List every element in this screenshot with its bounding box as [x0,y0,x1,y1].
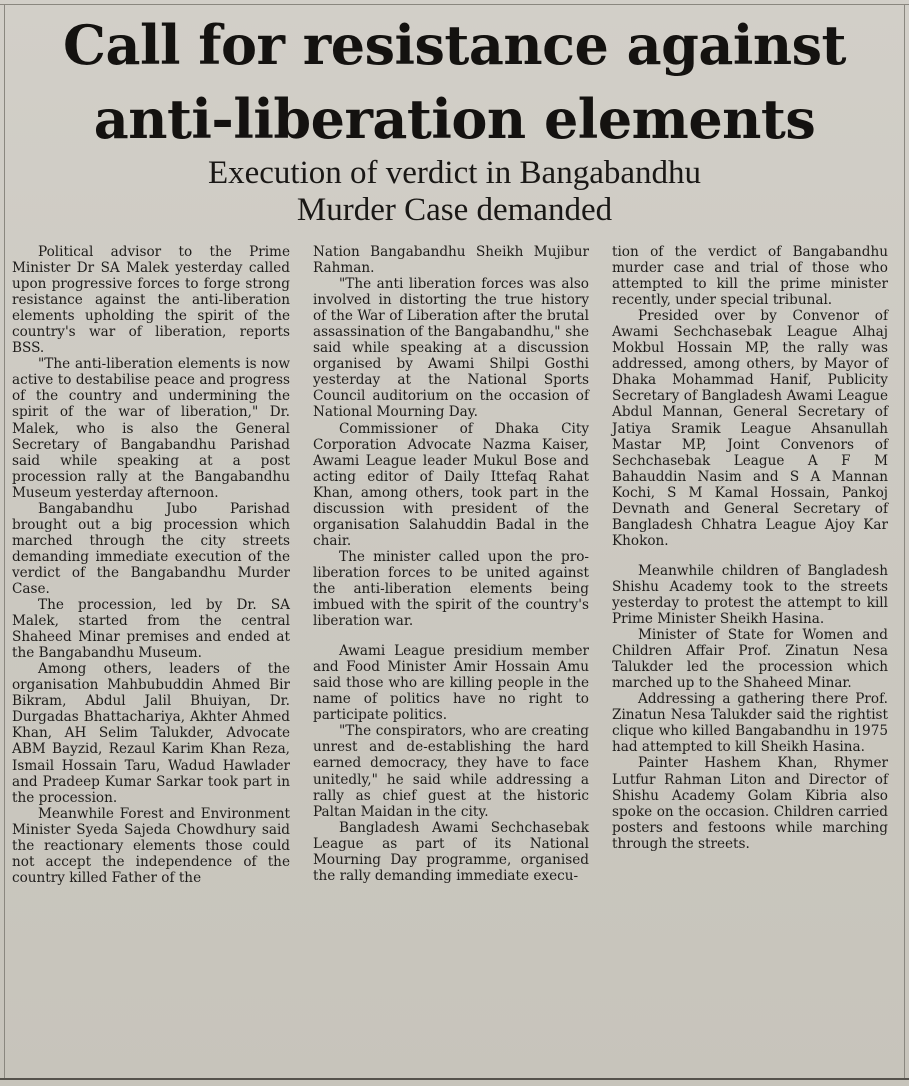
paragraph: "The conspirators, who are creating unrest and de-establishing the hard earned democracy, they have to face unitedly," he said while addressing a rally as chief guest at the historic Paltan Maidan in the city. [313,723,589,820]
paragraph: tion of the verdict of Bangabandhu murder case and trial of those who attempted to kill the prime minister recently, under special tribunal. [612,244,888,309]
paragraph: Bangladesh Awami Sechchasebak League as part of its National Mourning Day programme, organised the rally demanding immediate execu- [313,819,589,884]
headline-line-2: anti-liberation elements [93,87,816,151]
article-column-1 [12,244,290,886]
paragraph: The minister called upon the pro-liberation forces to be united against the anti-liberation elements being imbued with the spirit of the country's liberation war. [313,548,589,630]
paragraph: Painter Hashem Khan, Rhymer Lutfur Rahman Liton and Director of Shishu Academy Golam Kibria also spoke on the occasion. Children carried posters and festoons while marching through the streets. [612,755,888,852]
paragraph: Addressing a gathering there Prof. Zinatun Nesa Talukder said the rightist clique who killed Bangabandhu in 1975 had attempted to kill Sheikh Hasina. [612,691,888,756]
headline-line-1: Call for resistance against [63,13,846,77]
bottom-border-rule [0,1078,909,1080]
paragraph: Nation Bangabandhu Sheikh Mujibur Rahman. [313,244,589,277]
article-column-3 [612,244,888,852]
paragraph: Commissioner of Dhaka City Corporation Advocate Nazma Kaiser, Awami League leader Mukul Bose and acting editor of Daily Ittefaq Rahat Khan, among others, took part in the discussion with president of the organisation Salahuddin Badal in the chair. [313,420,589,549]
paragraph: Political advisor to the Prime Minister Dr SA Malek yesterday called upon progressive forces to forge strong resistance against the anti-liberation elements upholding the spirit of the country's war of liberation, reports BSS. [12,244,290,357]
paragraph: Bangabandhu Jubo Parishad brought out a big procession which marched through the city streets demanding immediate execution of the verdict of the Bangabandhu Murder Case. [12,500,290,597]
paragraph: "The anti liberation forces was also involved in distorting the true history of the War of Liberation after the brutal assassination of the Bangabandhu," she said while speaking at a discussion organised by Awami Shilpi Gosthi yesterday at the National Sports Council auditorium on the occasion of National Mourning Day. [313,276,589,421]
paragraph: Meanwhile Forest and Environment Minister Syeda Sajeda Chowdhury said the reactionary elements those could not accept the independence of the country killed Father of the [12,805,290,886]
subheadline-line-2: Murder Case demanded [296,192,613,228]
article-column-2 [313,244,589,884]
paragraph: Presided over by Convenor of Awami Sechchasebak League Alhaj Mokbul Hossain MP, the rally was addressed, among others, by Mayor of Dhaka Mohammad Hanif, Publicity Secretary of Bangladesh Awami League Abdul Mannan, General Secretary of Jatiya Sramik League Ahsanullah Mastar MP, Joint Convenors of Sechchasebak League A F M Bahauddin Nasim and S A Mannan Kochi, S M Kamal Hossain, Pankoj Devnath and General Secretary of Bangladesh Chhatra League Ajoy Kar Khokon. [612,308,888,549]
paragraph: Among others, leaders of the organisation Mahbubuddin Ahmed Bir Bikram, Abdul Jalil Bhuiyan, Dr. Durgadas Bhattachariya, Akhter Ahmed Khan, AH Selim Talukder, Advocate ABM Bayzid, Rezaul Karim Khan Reza, Ismail Hossain Taru, Wadud Hawlader and Pradeep Kumar Sarkar took part in the procession. [12,661,290,806]
top-border-rule [0,4,909,5]
paragraph: Awami League presidium member and Food Minister Amir Hossain Amu said those who are killing people in the name of politics have no right to participate politics. [313,643,589,724]
subheadline-line-1: Execution of verdict in Bangabandhu [207,155,702,191]
paragraph: Meanwhile children of Bangladesh Shishu Academy took to the streets yesterday to protest the attempt to kill Prime Minister Sheikh Hasina. [612,562,888,628]
paragraph: "The anti-liberation elements is now active to destabilise peace and progress of the country and undermining the spirit of the war of liberation," Dr. Malek, who is also the General Secretary of Bangabandhu Parishad said while speaking at a post procession rally at the Bangabandhu Museum yesterday afternoon. [12,356,290,501]
paragraph: The procession, led by Dr. SA Malek, started from the central Shaheed Minar premises and ended at the Bangabandhu Museum. [12,597,290,662]
paragraph: Minister of State for Women and Children Affair Prof. Zinatun Nesa Talukder led the procession which marched up to the Shaheed Minar. [612,627,888,692]
